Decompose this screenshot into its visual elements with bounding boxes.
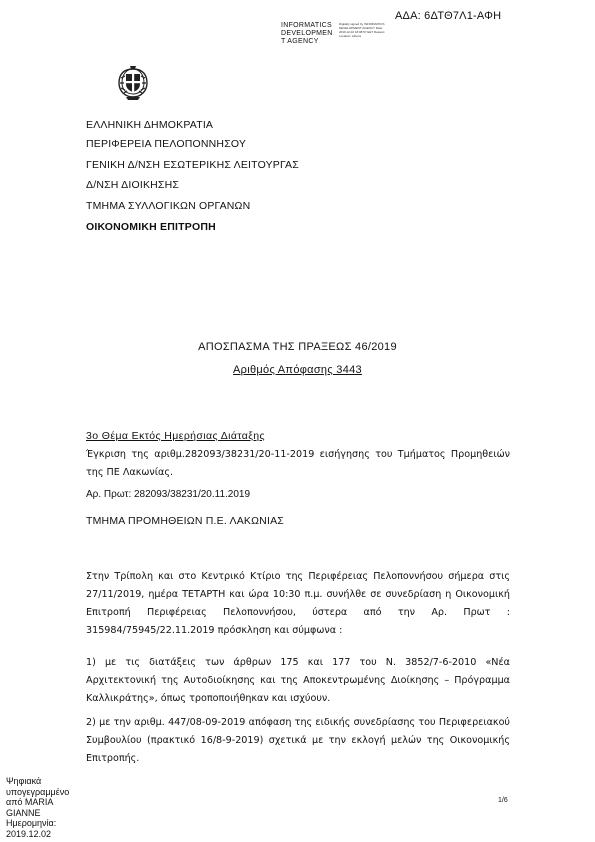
signature-line-1: Ψηφιακά: [6, 776, 42, 786]
header-department: ΤΜΗΜΑ ΣΥΛΛΟΓΙΚΩΝ ΟΡΓΑΝΩΝ: [86, 200, 251, 212]
digital-signature-stamp: [281, 22, 386, 46]
body-paragraph-1: Στην Τρίπολη και στο Κεντρικό Κτίριο της Περιφέρειας Πελοποννήσου σήμερα στις 27/11/2019, ημέρα ΤΕΤΑΡΤΗ και ώρα 10:30 π.μ. συνήλθε σε συνεδρίαση η Οικονομική Επιτροπή Περιφέρειας Πελοποννήσου, ύστερα από την Αρ. Πρωτ : 315984/75945/22.11.2019 πρόσκληση και σύμφωνα :: [86, 571, 510, 636]
stamp-line-1: INFORMATICS: [281, 22, 333, 29]
body-paragraph-2: 1) με τις διατάξεις των άρθρων 175 και 177 του Ν. 3852/7-6-2010 «Νέα Αρχιτεκτονική της Αυτοδιοίκησης και της Αποκεντρωμένης Διοίκησης – Πρόγραμμα Καλλικράτης», όπως τροποποιήθηκαν και ισχύουν.: [86, 657, 510, 704]
page-number: 1/6: [498, 797, 508, 804]
hellenic-republic-emblem: [116, 64, 150, 102]
ada-code: ΑΔΑ: 6ΔΤΘ7Λ1-ΑΦΗ: [395, 10, 502, 22]
digital-signature-note: [6, 776, 69, 840]
signature-line-4: GIANNE: [6, 807, 41, 818]
header-republic: ΕΛΛΗΝΙΚΗ ΔΗΜΟΚΡΑΤΙΑ: [86, 119, 214, 131]
header-general-directorate: ΓΕΝΙΚΗ Δ/ΝΣΗ ΕΣΩΤΕΡΙΚΗΣ ΛΕΙΤΟΥΡΓΑΣ: [86, 159, 299, 171]
protocol-number: Αρ. Πρωτ: 282093/38231/20.11.2019: [86, 489, 251, 500]
signature-line-2: υπογεγραμμένο: [6, 786, 70, 797]
stamp-line-2: DEVELOPMEN: [281, 30, 333, 37]
subject-text: Έγκριση της αριθμ.282093/38231/20-11-2019 εισήγησης του Τμήματος Προμηθειών της ΠΕ Λακωνίας.: [86, 449, 510, 478]
decision-number: Αριθμός Απόφασης 3443: [233, 364, 362, 376]
stamp-detail: Digitally signed by INFORMATICS DEVELOPMENT AGENCY Date: 2019.12.02 18:08:57 EET Reason: Location: Athens: [339, 22, 386, 38]
body-paragraph-3: 2) με την αριθμ. 447/08-09-2019 απόφαση της ειδικής συνεδρίασης του Περιφερειακού Συμβουλίου (πρακτικό 16/8-9-2019) σχετικά με την εκλογή μελών της Οικονομικής Επιτροπής.: [86, 717, 510, 764]
signature-line-6: 2019.12.02: [6, 828, 52, 839]
subject-heading: 3ο Θέμα Εκτός Ημερήσιας Διάταξης: [86, 430, 265, 442]
supplies-department: ΤΜΗΜΑ ΠΡΟΜΗΘΕΙΩΝ Π.Ε. ΛΑΚΩΝΙΑΣ: [86, 515, 284, 527]
header-directorate: Δ/ΝΣΗ ΔΙΟΙΚΗΣΗΣ: [86, 179, 180, 191]
stamp-line-3: T AGENCY: [281, 38, 319, 45]
header-committee: ΟΙΚΟΝΟΜΙΚΗ ΕΠΙΤΡΟΠΗ: [86, 221, 216, 233]
header-region: ΠΕΡΙΦΕΡΕΙΑ ΠΕΛΟΠΟΝΝΗΣΟΥ: [86, 138, 247, 150]
signature-line-5: Ημερομηνία:: [6, 818, 57, 829]
signature-line-3: από MARIA: [6, 797, 54, 808]
document-title: ΑΠΟΣΠΑΣΜΑ ΤΗΣ ΠΡΑΞΕΩΣ 46/2019: [198, 341, 397, 353]
